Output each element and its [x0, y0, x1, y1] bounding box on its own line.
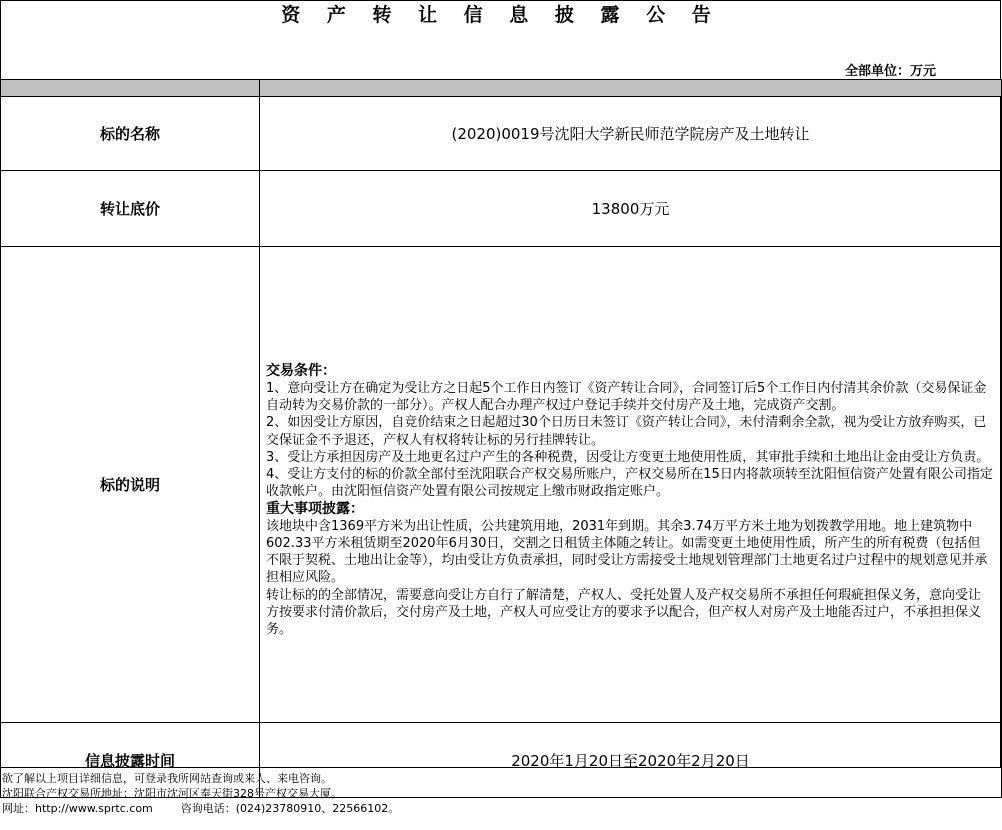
row-label-price: 转让底价 — [1, 171, 260, 247]
footer-line-inquiry: 欲了解以上项目详细信息，可登录我所网站查询或来人、来电咨询。 — [2, 772, 332, 785]
table-row-price — [1, 171, 1002, 247]
disclosure-item: 转让标的的全部情况，需要意向受让方自行了解清楚，产权人、受托处置人及产权交易所不承担任何瑕疵担保义务，意向受让方按要求付清价款后，交付房产及土地，产权人可应受让方的要求予以配合，但产权人对房产及土地能否过户，不承担担保义务。 — [266, 587, 982, 637]
page-title: 资 产 转 让 信 息 披 露 公 告 — [281, 4, 721, 26]
condition-item: 3、受让方承担因房产及土地更名过户产生的各种税费，因受让方变更土地使用性质，其审批手续和土地出让金由受让方负责。 — [266, 449, 990, 465]
disclosure-heading: 重大事项披露： — [266, 500, 364, 517]
row-value-time: 2020年1月20日至2020年2月20日 — [260, 723, 1002, 798]
condition-item: 4、受让方支付的标的价款全部付至沈阳联合产权交易所账户，产权交易所在15日内将款项转至沈阳恒信资产处置有限公司指定收款帐户。由沈阳恒信资产处置有限公司按规定上缴市财政指定账户。 — [266, 467, 993, 500]
table-row-description — [1, 247, 1002, 723]
disclosure-item: 该地块中含1369平方米为出让性质，公共建筑用地，2031年到期。其余3.74万平方米土地为划拨教学用地。地上建筑物中602.33平方米租赁期至2020年6月30日，交割之日租赁主体随之转让。如需变更土地使用性质，所产生的所有税费（包括但不限于契税、土地出让金等），均由受让方负责承担，同时受让方需接受土地规划管理部门土地更名过户过程中的规划意见并承担相应风险。 — [266, 518, 988, 586]
disclosure-table — [0, 79, 1002, 798]
row-value-description — [260, 247, 1002, 723]
condition-item: 2、如因受让方原因，自竞价结束之日起超过30个日历日未签订《资产转让合同》，未付清剩余全款，视为受让方放弃购买，已交保证金不予退还，产权人有权将转让标的另行挂牌转让。 — [266, 415, 987, 448]
row-value-name: (2020)0019号沈阳大学新民师范学院房产及土地转让 — [260, 97, 1002, 171]
row-label-description: 标的说明 — [1, 247, 260, 723]
conditions-heading: 交易条件： — [266, 362, 336, 379]
header-cell-left — [1, 80, 260, 97]
table-row-name — [1, 97, 1002, 171]
unit-label: 全部单位：万元 — [844, 64, 936, 79]
header-cell-right — [260, 80, 1002, 97]
footer-notes — [2, 771, 399, 816]
row-label-name: 标的名称 — [1, 97, 260, 171]
footer-line-address: 沈阳联合产权交易所地址：沈阳市沈河区奉天街328号产权交易大厦。 — [2, 787, 342, 800]
row-value-price: 13800万元 — [260, 171, 1002, 247]
footer-line-contact: 网址：http://www.sprtc.com 咨询电话：(024)23780910、22566102。 — [2, 802, 400, 815]
table-header-row — [1, 80, 1002, 97]
row-label-time: 信息披露时间 — [1, 723, 260, 798]
condition-item: 1、意向受让方在确定为受让方之日起5个工作日内签订《资产转让合同》，合同签订后5个工作日内付清其余价款（交易保证金自动转为交易价款的一部分）。产权人配合办理产权过户登记手续并交付房产及土地，完成资产交割。 — [266, 381, 987, 414]
